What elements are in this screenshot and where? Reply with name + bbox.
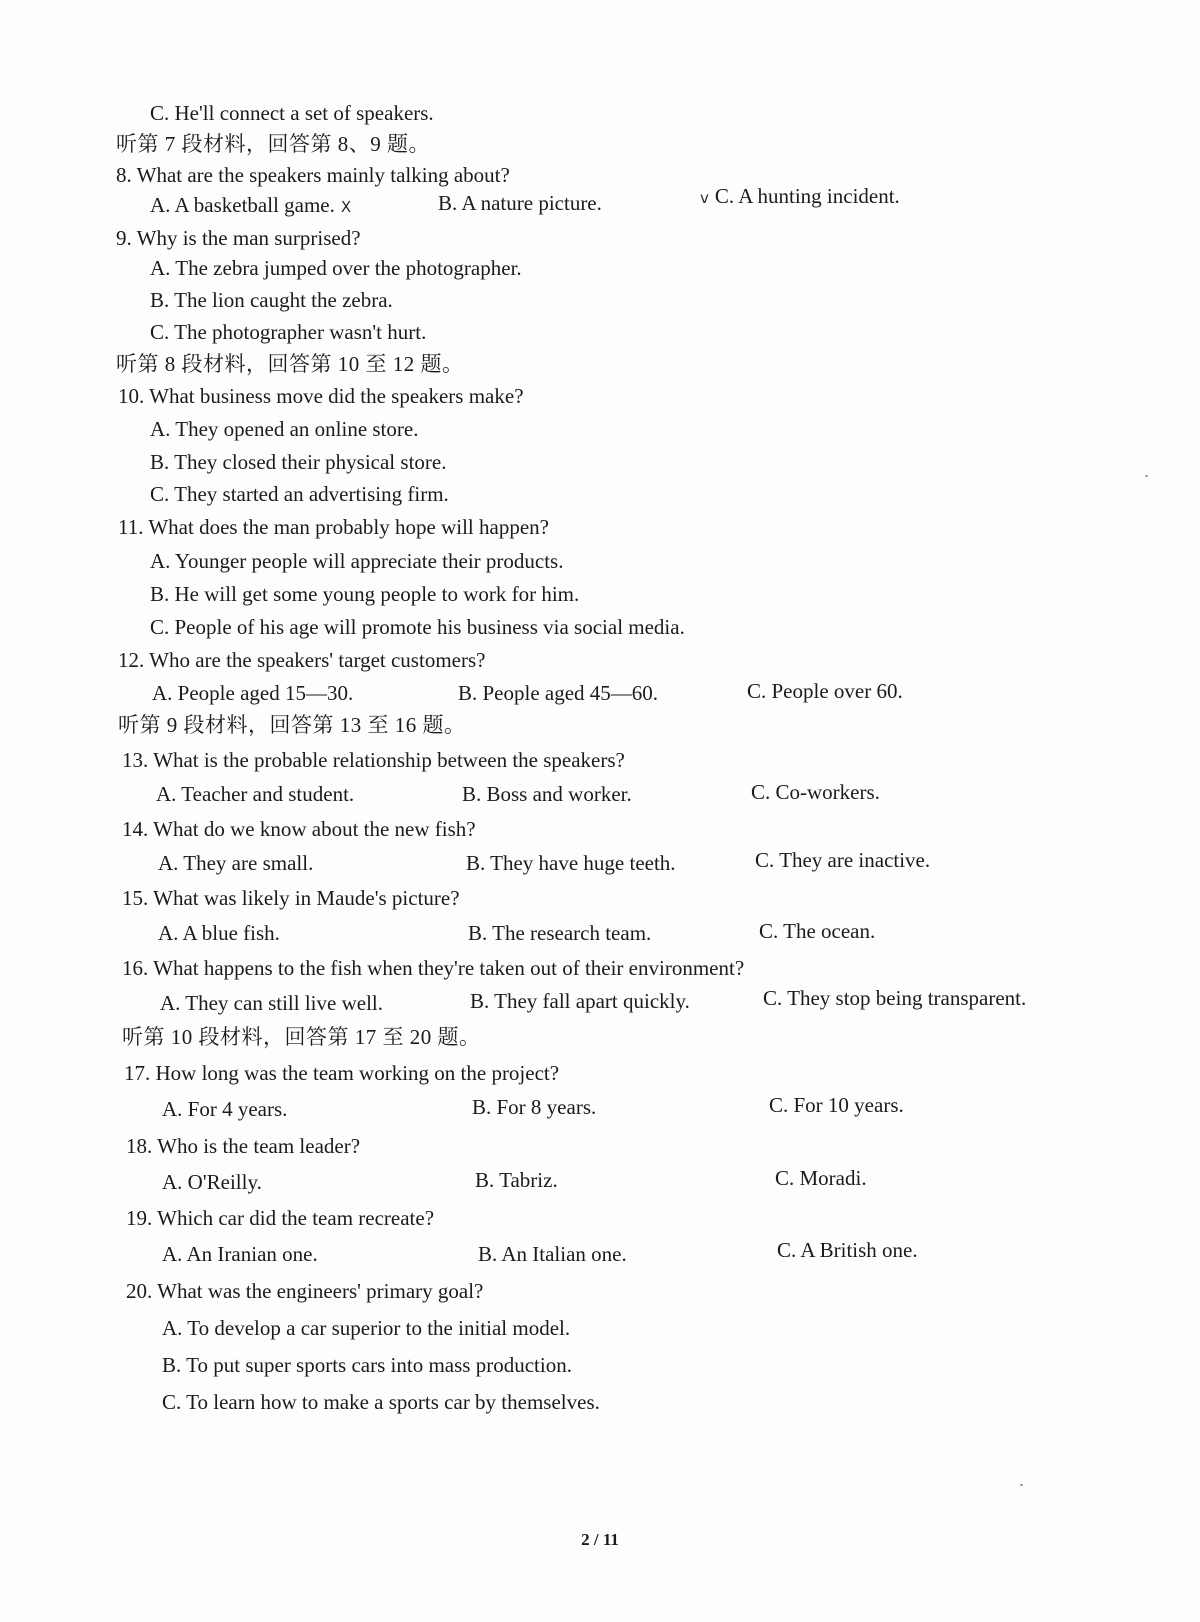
option-b: B. People aged 45—60. — [458, 681, 659, 705]
options-row-q14 — [0, 848, 1200, 881]
question-14: 14. What do we know about the new fish? — [122, 817, 476, 841]
section-header: 听第 8 段材料，回答第 10 至 12 题。 — [116, 352, 464, 376]
option-line: C. He'll connect a set of speakers. — [150, 101, 434, 125]
cross-mark: X — [340, 198, 352, 216]
option-b: B. A nature picture. — [438, 191, 602, 215]
option-b: B. Tabriz. — [475, 1168, 558, 1192]
option-c: C. They stop being transparent. — [763, 986, 1027, 1010]
option-b: B. He will get some young people to work for him. — [150, 582, 580, 606]
check-mark: v — [700, 189, 709, 207]
options-row-q16 — [0, 986, 1200, 1021]
options-row-q8 — [0, 184, 1200, 223]
options-row-q12 — [0, 681, 1200, 711]
option-c: C. They started an advertising firm. — [150, 482, 449, 506]
question-10: 10. What business move did the speakers make? — [118, 384, 524, 408]
options-row-q17 — [0, 1093, 1200, 1127]
options-row-q13 — [0, 782, 1200, 812]
option-a: A. O'Reilly. — [162, 1170, 262, 1194]
options-row-q15 — [0, 921, 1200, 951]
option-c: C. To learn how to make a sports car by themselves. — [162, 1390, 600, 1414]
options-row-q19 — [0, 1238, 1200, 1272]
question-11: 11. What does the man probably hope will happen? — [118, 515, 549, 539]
option-a: A. People aged 15—30. — [152, 681, 354, 705]
question-17: 17. How long was the team working on the project? — [124, 1061, 560, 1085]
option-c: C. For 10 years. — [769, 1093, 904, 1117]
option-c: C. A British one. — [777, 1238, 918, 1262]
option-c: v C. A hunting incident. — [700, 184, 900, 208]
question-18: 18. Who is the team leader? — [126, 1134, 361, 1158]
option-b: B. The lion caught the zebra. — [150, 288, 393, 312]
option-a: A. For 4 years. — [162, 1097, 288, 1121]
option-a: A. The zebra jumped over the photographer. — [150, 256, 522, 280]
question-9: 9. Why is the man surprised? — [116, 226, 361, 250]
option-c: C. They are inactive. — [755, 848, 931, 872]
scan-speck — [1145, 475, 1148, 477]
options-row-q18 — [0, 1166, 1200, 1200]
option-c: C. The photographer wasn't hurt. — [150, 320, 427, 344]
option-a: A. They are small. — [158, 851, 314, 875]
section-header: 听第 9 段材料，回答第 13 至 16 题。 — [118, 713, 466, 737]
option-b: B. To put super sports cars into mass production. — [162, 1353, 572, 1377]
option-c: C. The ocean. — [759, 919, 876, 943]
section-header: 听第 10 段材料，回答第 17 至 20 题。 — [122, 1025, 481, 1049]
option-a: A. An Iranian one. — [162, 1242, 318, 1266]
page-number: 2 / 11 — [581, 1530, 619, 1549]
option-b: B. They have huge teeth. — [466, 851, 676, 875]
question-19: 19. Which car did the team recreate? — [126, 1206, 435, 1230]
question-13: 13. What is the probable relationship between the speakers? — [122, 748, 625, 772]
option-a: A. A blue fish. — [158, 921, 280, 945]
question-16: 16. What happens to the fish when they're taken out of their environment? — [122, 956, 745, 980]
scan-speck — [1020, 1484, 1023, 1486]
option-c: C. Moradi. — [775, 1166, 867, 1190]
section-header: 听第 7 段材料，回答第 8、9 题。 — [116, 132, 430, 156]
question-15: 15. What was likely in Maude's picture? — [122, 886, 460, 910]
option-c: C. Co-workers. — [751, 780, 880, 804]
option-c: C. People of his age will promote his business via social media. — [150, 615, 685, 639]
option-a: A. To develop a car superior to the initial model. — [162, 1316, 571, 1340]
option-b: B. For 8 years. — [472, 1095, 597, 1119]
option-a: A. Teacher and student. — [156, 782, 355, 806]
option-b: B. They closed their physical store. — [150, 450, 447, 474]
question-20: 20. What was the engineers' primary goal? — [126, 1279, 484, 1303]
option-b: B. The research team. — [468, 921, 652, 945]
option-c: C. People over 60. — [747, 679, 903, 703]
option-a: A. Younger people will appreciate their products. — [150, 549, 564, 573]
option-b: B. They fall apart quickly. — [470, 989, 690, 1013]
option-b: B. Boss and worker. — [462, 782, 632, 806]
option-a: A. They can still live well. — [160, 991, 383, 1015]
question-8: 8. What are the speakers mainly talking about? — [116, 163, 510, 187]
option-a: A. They opened an online store. — [150, 417, 419, 441]
option-b: B. An Italian one. — [478, 1242, 627, 1266]
question-12: 12. Who are the speakers' target customers? — [118, 648, 486, 672]
option-a: A. A basketball game. X — [150, 193, 352, 217]
